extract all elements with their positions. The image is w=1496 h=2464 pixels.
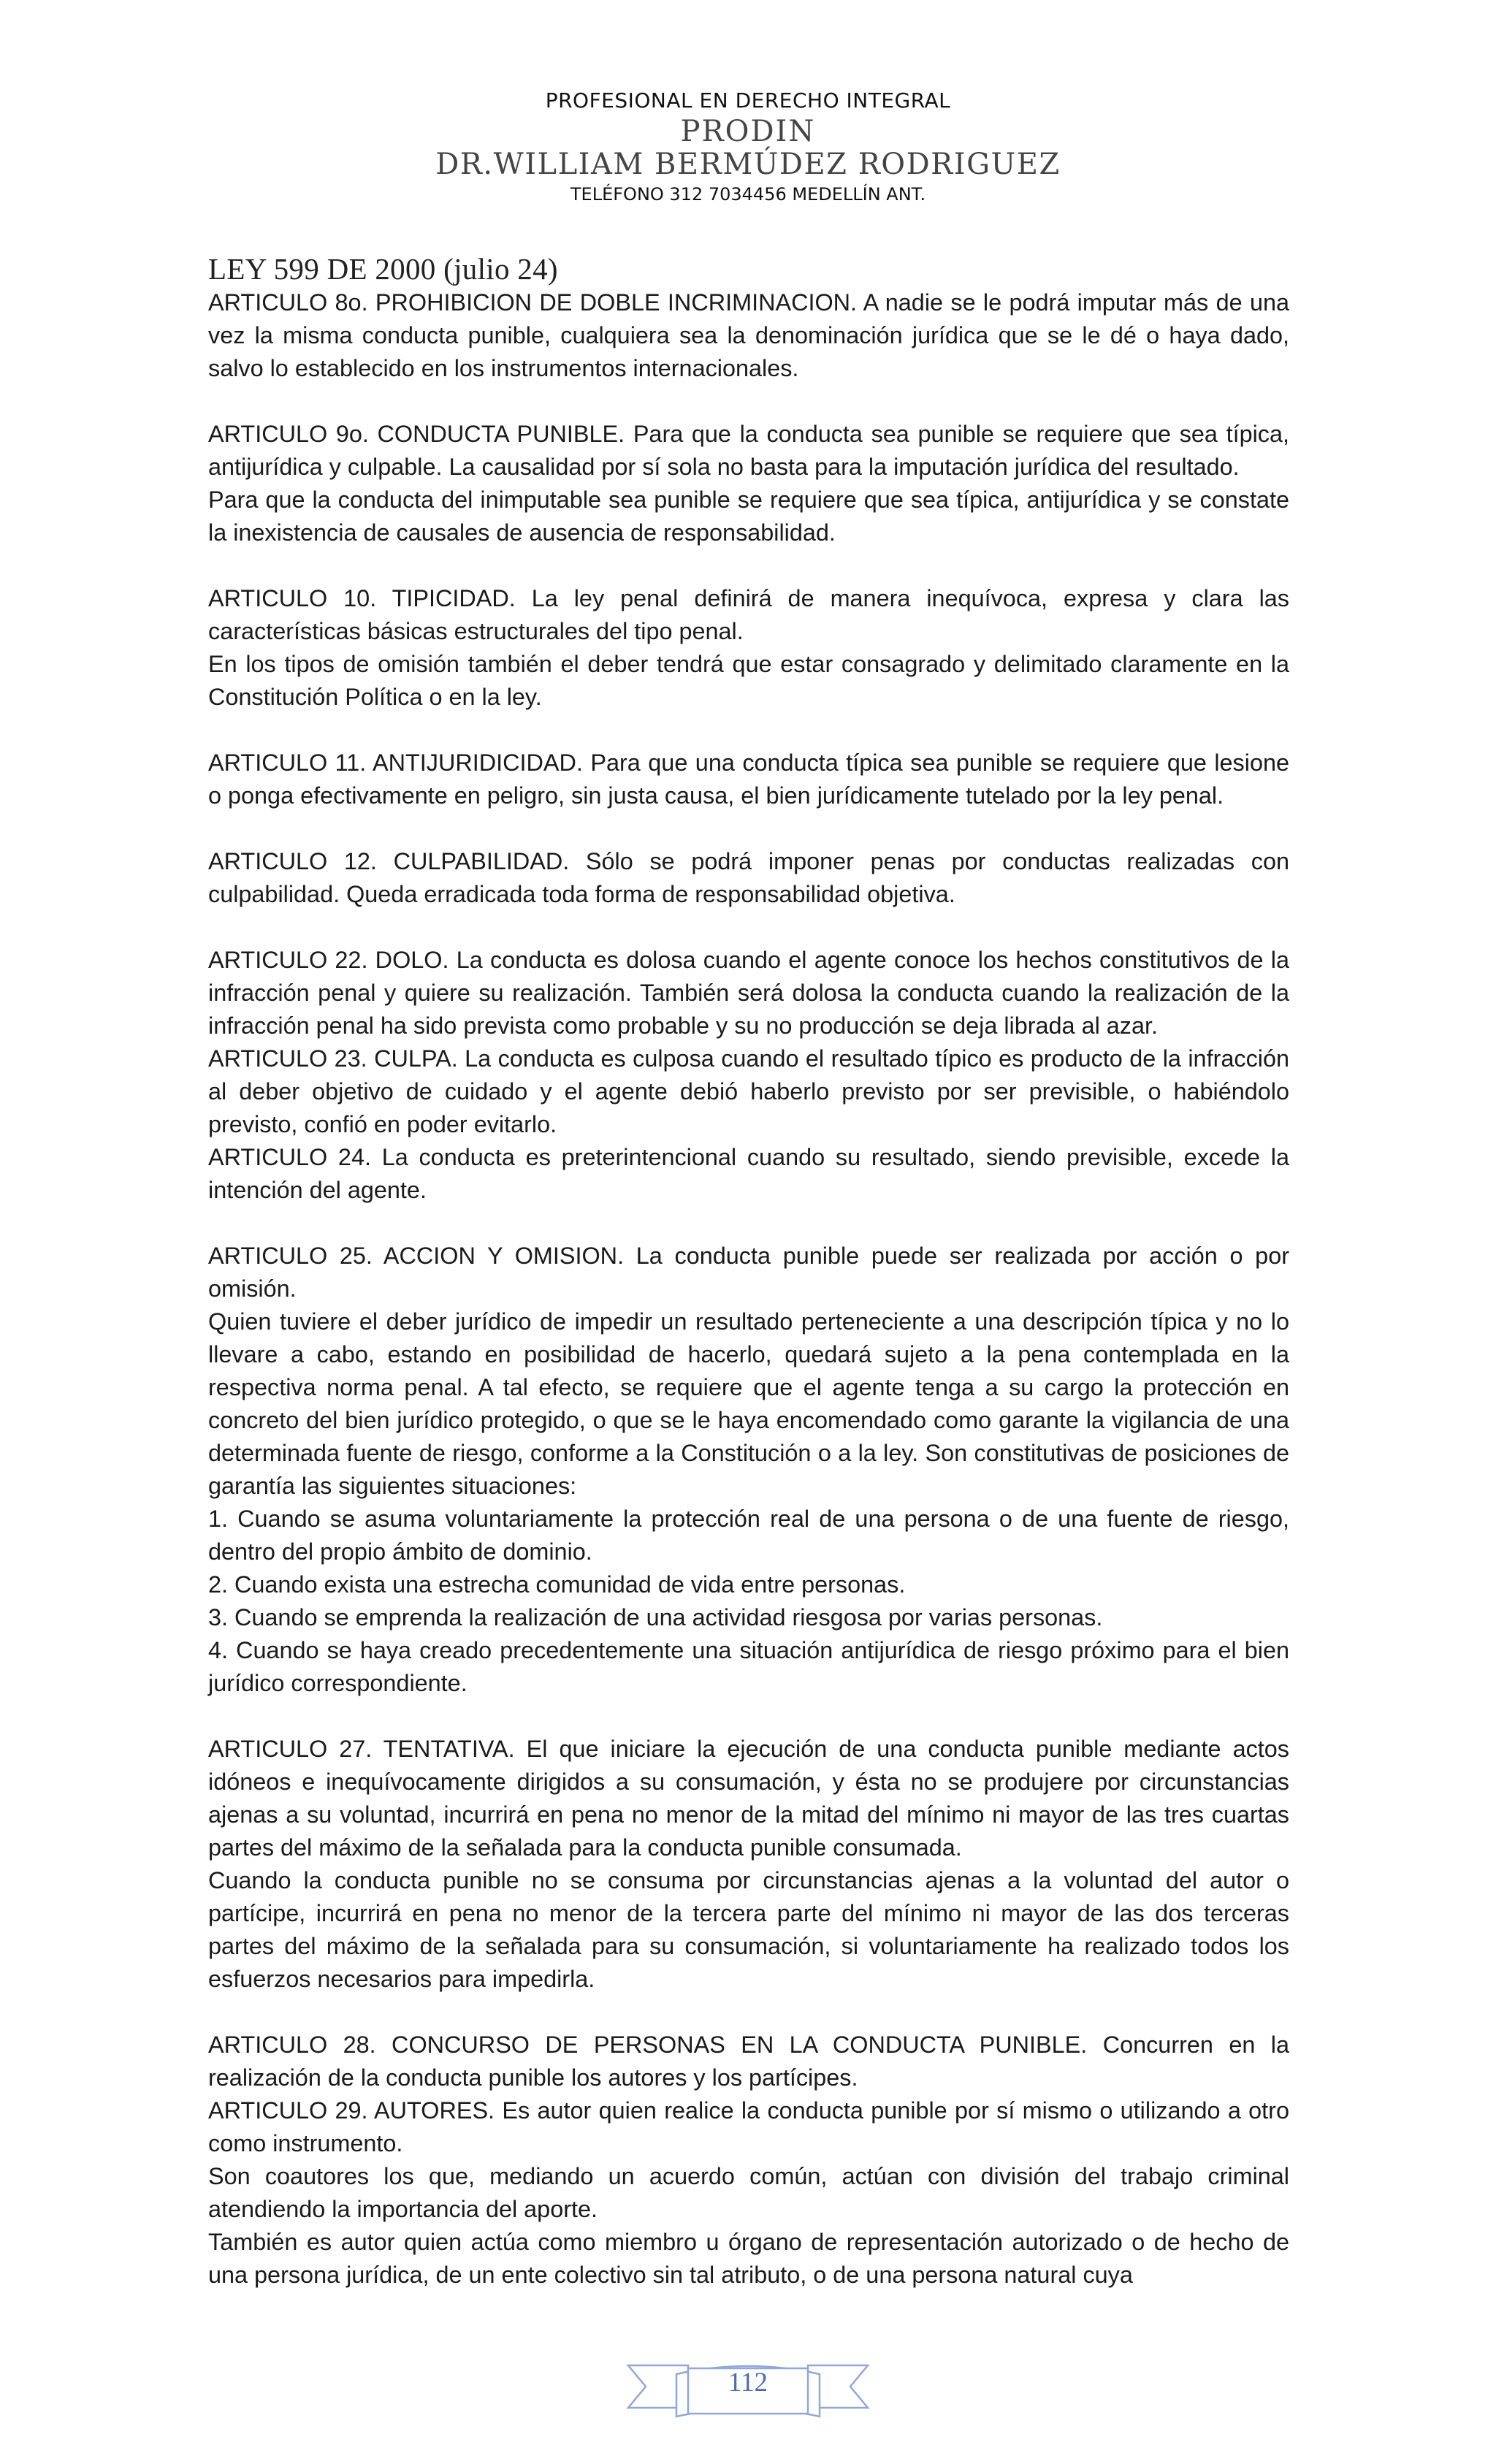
law-title: LEY 599 DE 2000 (julio 24) bbox=[208, 252, 558, 286]
article-paragraph: Son coautores los que, mediando un acuerdo común, actúan con división del trabajo criminal atendiendo la importancia del aporte. bbox=[208, 2163, 1289, 2222]
article-paragraph: ARTICULO 28. CONCURSO DE PERSONAS EN LA CONDUCTA PUNIBLE. Concurren en la realización de la conducta punible los autores y los partícipes. bbox=[208, 2032, 1289, 2091]
paragraph-spacer bbox=[208, 385, 1289, 418]
paragraph-spacer bbox=[208, 1207, 1289, 1240]
paragraph-spacer bbox=[208, 549, 1289, 582]
article-paragraph: ARTICULO 12. CULPABILIDAD. Sólo se podrá imponer penas por conductas realizadas con culpabilidad. Queda erradicada toda forma de responsabilidad objetiva. bbox=[208, 848, 1289, 907]
paragraph-spacer bbox=[208, 812, 1289, 845]
document-header bbox=[0, 86, 1496, 207]
article-paragraph: 2. Cuando exista una estrecha comunidad de vida entre personas. bbox=[208, 1571, 906, 1598]
paragraph-spacer bbox=[208, 1700, 1289, 1733]
paragraph-spacer bbox=[208, 1996, 1289, 2029]
article-paragraph: Para que la conducta del inimputable sea punible se requiere que sea típica, antijurídica y se constate la inexistencia de causales de ausencia de responsabilidad. bbox=[208, 487, 1289, 546]
article-paragraph: Quien tuviere el deber jurídico de impedir un resultado perteneciente a una descripción típica y no lo llevare a cabo, estando en posibilidad de hacerlo, quedará sujeto a la pena contemplada en la respectiva norma penal. A tal efecto, se requiere que el agente tenga a su cargo la protección en concreto del bien jurídico protegido, o que se le haya encomendado como garante la vigilancia de una determinada fuente de riesgo, conforme a la Constitución o a la ley. Son constitutivas de posiciones de garantía las siguientes situaciones: bbox=[208, 1308, 1289, 1499]
paragraph-spacer bbox=[208, 714, 1289, 747]
article-paragraph: 3. Cuando se emprenda la realización de una actividad riesgosa por varias personas. bbox=[208, 1604, 1103, 1630]
article-paragraph: ARTICULO 22. DOLO. La conducta es dolosa cuando el agente conoce los hechos constitutivos de la infracción penal y quiere su realización. También será dolosa la conducta cuando la realización de la infracción penal ha sido prevista como probable y su no producción se deja librada al azar. bbox=[208, 947, 1289, 1039]
article-paragraph: Cuando la conducta punible no se consuma por circunstancias ajenas a la voluntad del autor o partícipe, incurrirá en pena no menor de la tercera parte del mínimo ni mayor de las dos terceras partes del máximo de la señalada para su consumación, si voluntariamente ha realizado todos los esfuerzos necesarios para impedirla. bbox=[208, 1867, 1289, 1992]
article-paragraph: ARTICULO 23. CULPA. La conducta es culposa cuando el resultado típico es producto de la infracción al deber objetivo de cuidado y el agente debió haberlo previsto por ser previsible, o habiéndolo previsto, confió en poder evitarlo. bbox=[208, 1045, 1289, 1137]
page-footer bbox=[625, 2351, 871, 2424]
article-paragraph: ARTICULO 24. La conducta es preterintencional cuando su resultado, siendo previsible, excede la intención del agente. bbox=[208, 1144, 1289, 1203]
header-profession: PROFESIONAL EN DERECHO INTEGRAL bbox=[545, 88, 951, 112]
article-paragraph: ARTICULO 11. ANTIJURIDICIDAD. Para que una conducta típica sea punible se requiere que lesione o ponga efectivamente en peligro, sin justa causa, el bien jurídicamente tutelado por la ley penal. bbox=[208, 750, 1289, 809]
article-paragraph: ARTICULO 8o. PROHIBICION DE DOBLE INCRIMINACION. A nadie se le podrá imputar más de una vez la misma conducta punible, cualquiera sea la denominación jurídica que se le dé o haya dado, salvo lo establecido en los instrumentos internacionales. bbox=[208, 289, 1289, 381]
article-paragraph: ARTICULO 10. TIPICIDAD. La ley penal definirá de manera inequívoca, expresa y clara las características básicas estructurales del tipo penal. bbox=[208, 585, 1289, 644]
article-paragraph: ARTICULO 9o. CONDUCTA PUNIBLE. Para que la conducta sea punible se requiere que sea típica, antijurídica y culpable. La causalidad por sí sola no basta para la imputación jurídica del resultado. bbox=[208, 421, 1289, 480]
page-number: 112 bbox=[728, 2368, 768, 2398]
article-paragraph: 4. Cuando se haya creado precedentemente una situación antijurídica de riesgo próximo para el bien jurídico correspondiente. bbox=[208, 1637, 1289, 1696]
header-brand: PRODIN bbox=[680, 115, 816, 148]
paragraph-spacer bbox=[208, 911, 1289, 944]
article-paragraph: En los tipos de omisión también el deber tendrá que estar consagrado y delimitado claramente en la Constitución Política o en la ley. bbox=[208, 651, 1289, 710]
article-paragraph: También es autor quien actúa como miembro u órgano de representación autorizado o de hecho de una persona jurídica, de un ente colectivo sin tal atributo, o de una persona natural cuya bbox=[208, 2229, 1289, 2288]
header-phone: TELÉFONO 312 7034456 MEDELLÍN ANT. bbox=[570, 184, 926, 205]
article-paragraph: ARTICULO 29. AUTORES. Es autor quien realice la conducta punible por sí mismo o utilizando a otro como instrumento. bbox=[208, 2097, 1289, 2156]
document-body bbox=[208, 286, 1289, 2292]
article-paragraph: ARTICULO 27. TENTATIVA. El que iniciare la ejecución de una conducta punible mediante actos idóneos e inequívocamente dirigidos a su consumación, y ésta no se produjere por circunstancias ajenas a su voluntad, incurrirá en pena no menor de la mitad del mínimo ni mayor de las tres cuartas partes del máximo de la señalada para la conducta punible consumada. bbox=[208, 1736, 1289, 1861]
header-author: DR.WILLIAM BERMÚDEZ RODRIGUEZ bbox=[435, 148, 1061, 181]
article-paragraph: ARTICULO 25. ACCION Y OMISION. La conducta punible puede ser realizada por acción o por omisión. bbox=[208, 1243, 1289, 1302]
article-paragraph: 1. Cuando se asuma voluntariamente la protección real de una persona o de una fuente de riesgo, dentro del propio ámbito de dominio. bbox=[208, 1506, 1289, 1565]
